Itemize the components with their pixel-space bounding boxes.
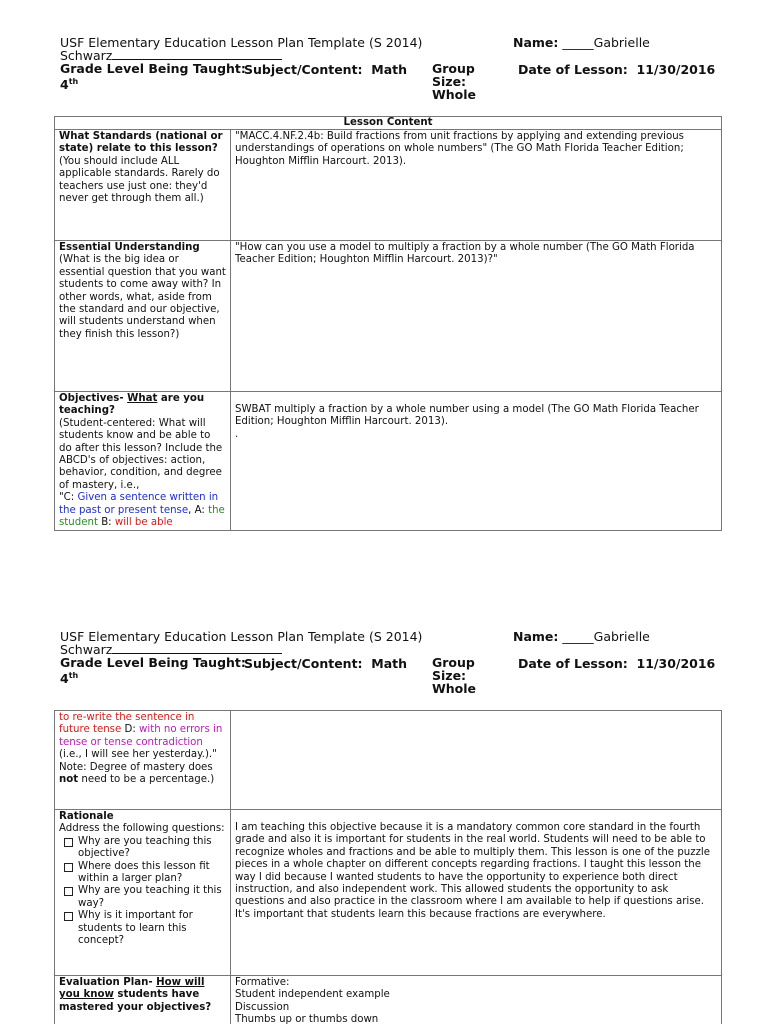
group-label-2: Size: (432, 74, 467, 89)
list-item: Student independent example (235, 989, 390, 1001)
mastery-note (59, 762, 226, 787)
name-label: Name: (513, 35, 559, 50)
objectives-continuation-answer (231, 711, 722, 810)
standards-prompt (55, 130, 231, 241)
grade-label: Grade Level Being Taught: (60, 61, 246, 76)
date-value: 11/30/2016 (636, 62, 716, 77)
b-label: B: (97, 517, 115, 529)
objectives-continuation-prompt (55, 711, 231, 810)
date-label: Date of Lesson: (518, 62, 628, 77)
grade-level (60, 656, 246, 685)
objectives-row (55, 392, 722, 531)
list-item: Why are you teaching it this way? (59, 885, 226, 910)
name-cont-text: Schwarz (60, 642, 113, 657)
group-label-2: Size: (432, 668, 467, 683)
group-label-1: Group (432, 61, 475, 76)
understanding-prompt (55, 241, 231, 392)
note-b: need to be a percentage.) (78, 774, 215, 786)
name-underline (112, 49, 282, 60)
list-item: Thumbs up or thumbs down (235, 1014, 379, 1024)
grade-value: 4 (60, 671, 69, 687)
template-title: USF Elementary Education Lesson Plan Template (S 2014) (60, 35, 423, 50)
date-label: Date of Lesson: (518, 656, 628, 671)
objectives-continuation-row (55, 711, 722, 810)
rationale-prompt (55, 810, 231, 976)
objectives-answer-text: SWBAT multiply a fraction by a whole number using a model (The GO Math Florida Teacher Edition; Houghton Mifflin Harcourt. 2013). (235, 404, 699, 428)
page2-header (60, 629, 740, 719)
understanding-heading: Essential Understanding (59, 242, 200, 253)
name-value: _____Gabrielle (562, 35, 650, 50)
evaluation-row (55, 976, 722, 1024)
evaluation-heading (59, 977, 226, 1014)
rationale-row (55, 810, 722, 976)
c-comma: , (188, 504, 192, 516)
grade-value: 4 (60, 77, 69, 93)
evaluation-prompt (55, 976, 231, 1024)
standards-note: (You should include ALL applicable standards. Rarely do teachers use just one: they'd never get through them all.) (59, 155, 220, 205)
page1-header (60, 35, 740, 125)
list-item: Formative: (235, 977, 290, 988)
evaluation-heading-a: Evaluation Plan- (59, 977, 157, 988)
rationale-answer: I am teaching this objective because it is a mandatory common core standard in the fourth grade and also it is important for students in the real world. Students will need to be able to recognize wholes and fractions and be able to multiply them. This lesson is one of the puzzle pieces in a whole chapter on different concepts regarding fractions. I taught this lesson the way I did because I wanted students to have the opportunity to experience both direct instruction, and also independent work. This allowed students the opportunity to ask questions and also practice in the classroom where I am available to help if questions arise. It's important that students learn this because fractions are everywhere. (231, 810, 722, 976)
table-title: Lesson Content (55, 117, 722, 130)
d-label: D: (121, 724, 140, 736)
objectives-note: (Student-centered: What will students know and be able to do after this lesson? Include the ABCD's of objectives: action, behavior, condition, and degree of mastery, i.e., (59, 417, 223, 491)
standards-row (55, 130, 722, 241)
b-text: will be able (114, 517, 173, 529)
subject-value: Math (371, 62, 408, 77)
objectives-heading (59, 393, 226, 418)
date-value: 11/30/2016 (636, 656, 716, 671)
objectives-answer-dot: . (235, 428, 239, 440)
list-item: Where does this lesson fit within a larger plan? (59, 861, 226, 886)
group-value: Whole (432, 681, 477, 696)
subject-content (244, 656, 407, 671)
template-title: USF Elementary Education Lesson Plan Template (S 2014) (60, 629, 423, 644)
c-text: Given a sentence written in the past or present tense (59, 492, 219, 516)
note-a: Note: Degree of mastery does (59, 761, 213, 773)
understanding-row (55, 241, 722, 392)
objectives-heading-what: What (127, 393, 158, 404)
grade-level (60, 62, 246, 91)
standards-heading: What Standards (national or state) relate to this lesson? (59, 131, 223, 155)
lesson-content-table (54, 116, 722, 531)
group-size (432, 656, 492, 695)
list-item: Discussion (235, 1001, 290, 1013)
objectives-answer (231, 392, 722, 531)
objectives-heading-b: are you teaching? (59, 393, 205, 417)
standards-answer: "MACC.4.NF.2.4b: Build fractions from unit fractions by applying and extending previous understandings of operations on whole numbers" (The GO Math Florida Teacher Edition; Houghton Mifflin Harcourt. 2013). (231, 130, 722, 241)
name-cont-text: Schwarz (60, 48, 113, 63)
name-field (513, 35, 650, 50)
group-label-1: Group (432, 655, 475, 670)
objectives-heading-a: Objectives- (59, 393, 128, 404)
understanding-answer: "How can you use a model to multiply a fraction by a whole number (The GO Math Florida Teacher Edition; Houghton Mifflin Harcourt. 2013)?" (231, 241, 722, 392)
rationale-intro: Address the following questions: (59, 823, 225, 835)
grade-label: Grade Level Being Taught: (60, 655, 246, 670)
subject-content (244, 62, 407, 77)
name-value: _____Gabrielle (562, 629, 650, 644)
note-not: not (59, 774, 79, 786)
a-text: the student (59, 504, 225, 529)
list-item: Why is it important for students to learn this concept? (59, 910, 226, 947)
objectives-prompt (55, 392, 231, 531)
evaluation-heading-b: students have mastered your objectives? (59, 989, 212, 1013)
c-label: "C: (59, 492, 78, 504)
lesson-date (518, 656, 715, 671)
understanding-note: (What is the big idea or essential question that you want students to come away with? In other words, what, aside from the standard and our objective, will students understand when they finish this lesson?) (59, 254, 226, 340)
list-item: Why are you teaching this objective? (59, 836, 226, 861)
group-size (432, 62, 492, 101)
name-underline (112, 643, 282, 654)
lesson-content-table-continued (54, 710, 722, 1024)
table-title-row (55, 117, 722, 130)
group-value: Whole (432, 87, 477, 102)
d-red-text: to re-write the sentence in future tense (59, 712, 195, 736)
name-field (513, 629, 650, 644)
subject-value: Math (371, 656, 408, 671)
grade-sup: th (68, 77, 79, 86)
name-label: Name: (513, 629, 559, 644)
evaluation-heading-how: How will you know (59, 977, 205, 1001)
rationale-heading: Rationale (59, 811, 114, 822)
objectives-example: (i.e., I will see her yesterday.)." (59, 749, 217, 761)
objectives-abcd (59, 492, 226, 529)
rationale-question-list (59, 836, 226, 948)
subject-label: Subject/Content: (244, 656, 363, 671)
lesson-date (518, 62, 715, 77)
objectives-continuation-de (59, 712, 226, 749)
d-magenta-text: with no errors in tense or tense contradiction (59, 724, 223, 748)
a-label: A: (194, 504, 209, 516)
subject-label: Subject/Content: (244, 62, 363, 77)
evaluation-answer (231, 976, 722, 1024)
grade-sup: th (68, 671, 79, 680)
